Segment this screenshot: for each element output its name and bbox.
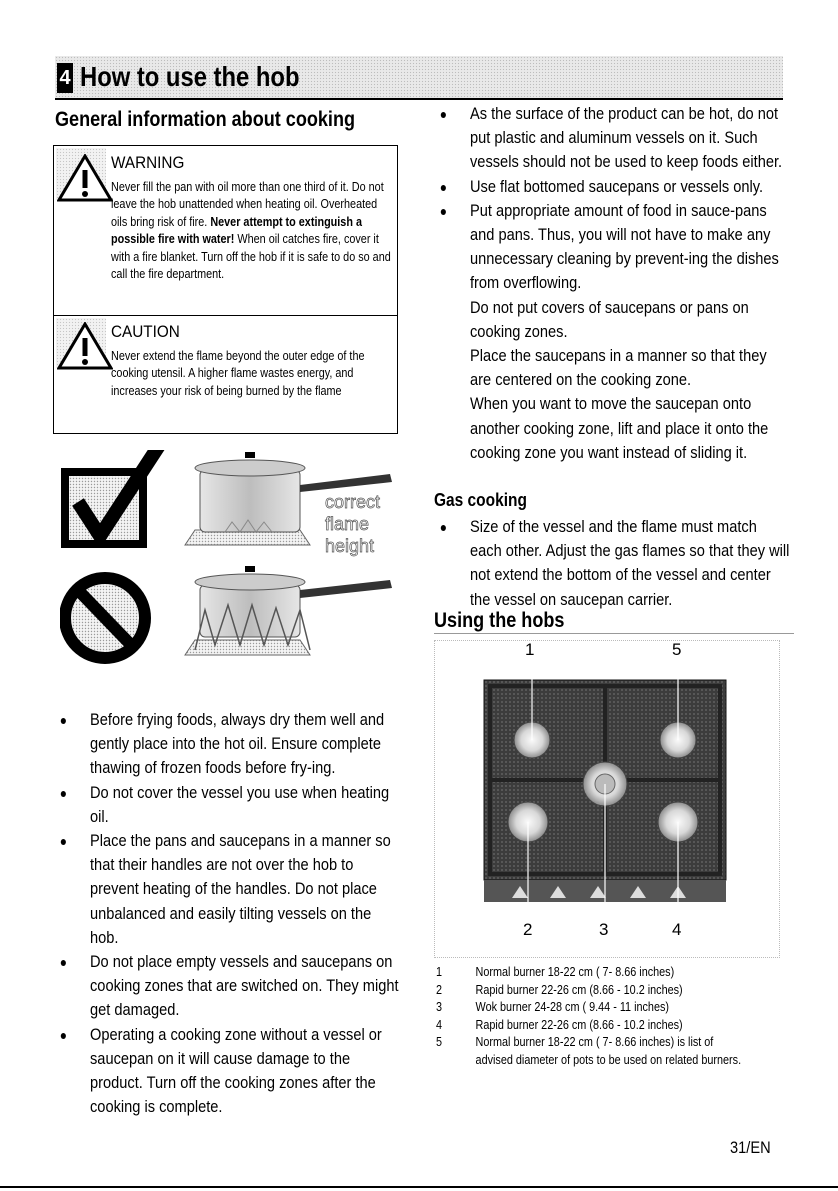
callout-3: 3	[599, 920, 609, 939]
warning-text-2: When oil catches fire, cover it with a fire blanket. Turn off the hob if it is safe to do so and call the fire department.	[111, 232, 391, 282]
correct-text-1: correct	[325, 492, 381, 512]
callout-1: 1	[525, 640, 535, 659]
correct-text-2: flame	[325, 514, 370, 534]
list-item: Before frying foods, always dry them well and gently place into the hot oil. Ensure complete thawing of frozen foods before fry-ing.	[90, 708, 402, 781]
paragraph: Place the saucepans in a manner so that they are centered on the cooking zone.	[470, 346, 767, 390]
gas-cooking-text	[470, 515, 790, 612]
warning-label: WARNING	[111, 153, 185, 172]
using-hobs-underline	[434, 633, 794, 634]
flame-height-illustration	[60, 450, 400, 680]
warning-text-bold: Never attempt to extinguish a possible fire with water!	[111, 214, 362, 247]
paragraph: Do not put covers of saucepans or pans on cooking zones.	[470, 297, 749, 341]
list-item: As the surface of the product can be hot, do not put plastic and aluminum vessels on it. Such vessels should not be used to keep foods either.	[470, 102, 790, 175]
correct-text-3: height	[325, 536, 375, 556]
pan-incorrect-icon	[185, 566, 392, 655]
callout-4: 4	[672, 920, 682, 939]
no-icon	[65, 578, 145, 658]
list-item: Place the pans and saucepans in a manner so that their handles are not over the hob to prevent heating of the handles. Do not place unbalanced and easily tilting vessels on the hob.	[90, 829, 402, 950]
right-column-text	[470, 102, 790, 465]
list-item: Size of the vessel and the flame must match each other. Adjust the gas flames so that they will not extend the bottom of the vessel and center the vessel on saucepan carrier.	[470, 515, 790, 612]
warning-text	[111, 179, 395, 283]
warning-box	[53, 145, 398, 316]
legend-row: 5 Normal burner 18-22 cm ( 7- 8.66 inches) is list of advised diameter of pots to be used on related burners.	[436, 1035, 742, 1067]
page-number: 31/EN	[730, 1138, 771, 1157]
hob-diagram	[480, 676, 730, 910]
using-hobs-heading: Using the hobs	[434, 609, 565, 632]
warning-text-1: Never fill the pan with oil more than one third of it. Do not leave the hob unattended when heating oil. Overheated oils bring risk of fire.	[111, 180, 384, 229]
legend-row: 2 Rapid burner 22-26 cm (8.66 - 10.2 inches)	[436, 982, 683, 997]
left-bullet-list	[90, 708, 402, 1119]
general-heading: General information about cooking	[55, 108, 356, 131]
warning-triangle-icon	[57, 154, 113, 202]
legend-row: 4 Rapid burner 22-26 cm (8.66 - 10.2 inches)	[436, 1017, 683, 1032]
caution-box	[53, 316, 398, 434]
burner-legend	[436, 964, 741, 1070]
gas-cooking-heading: Gas cooking	[434, 490, 527, 510]
legend-row: 3 Wok burner 24-28 cm ( 9.44 - 11 inches)	[436, 1000, 670, 1015]
callout-2: 2	[523, 920, 533, 939]
list-item: Operating a cooking zone without a vessel or saucepan on it will cause damage to the product. Turn off the cooking zones after the cooking is complete.	[90, 1023, 402, 1120]
callout-5: 5	[672, 640, 682, 659]
caution-text: Never extend the flame beyond the outer edge of the cooking utensil. A higher flame wastes energy, and increases your risk of being burned by the flame	[111, 349, 365, 398]
list-item: Use flat bottomed saucepans or vessels only.	[470, 175, 790, 199]
list-item: Do not cover the vessel you use when heating oil.	[90, 781, 402, 829]
caution-triangle-icon	[57, 322, 113, 370]
section-number: 4	[57, 63, 73, 93]
paragraph: When you want to move the saucepan onto another cooking zone, lift and place it onto the cooking zone you want instead of sliding it.	[470, 394, 769, 462]
list-item: Put appropriate amount of food in sauce-pans and pans. Thus, you will not have to make any unnecessary cleaning by prevent-ing the dishes from overflowing.	[470, 199, 790, 296]
list-item: Do not place empty vessels and saucepans on cooking zones that are switched on. They might get damaged.	[90, 950, 402, 1023]
legend-row: 1 Normal burner 18-22 cm ( 7- 8.66 inches)	[436, 965, 675, 979]
section-title: How to use the hob	[80, 61, 300, 92]
caution-label: CAUTION	[111, 322, 180, 341]
checkmark-icon	[65, 450, 160, 544]
bottom-rule	[0, 1186, 838, 1188]
